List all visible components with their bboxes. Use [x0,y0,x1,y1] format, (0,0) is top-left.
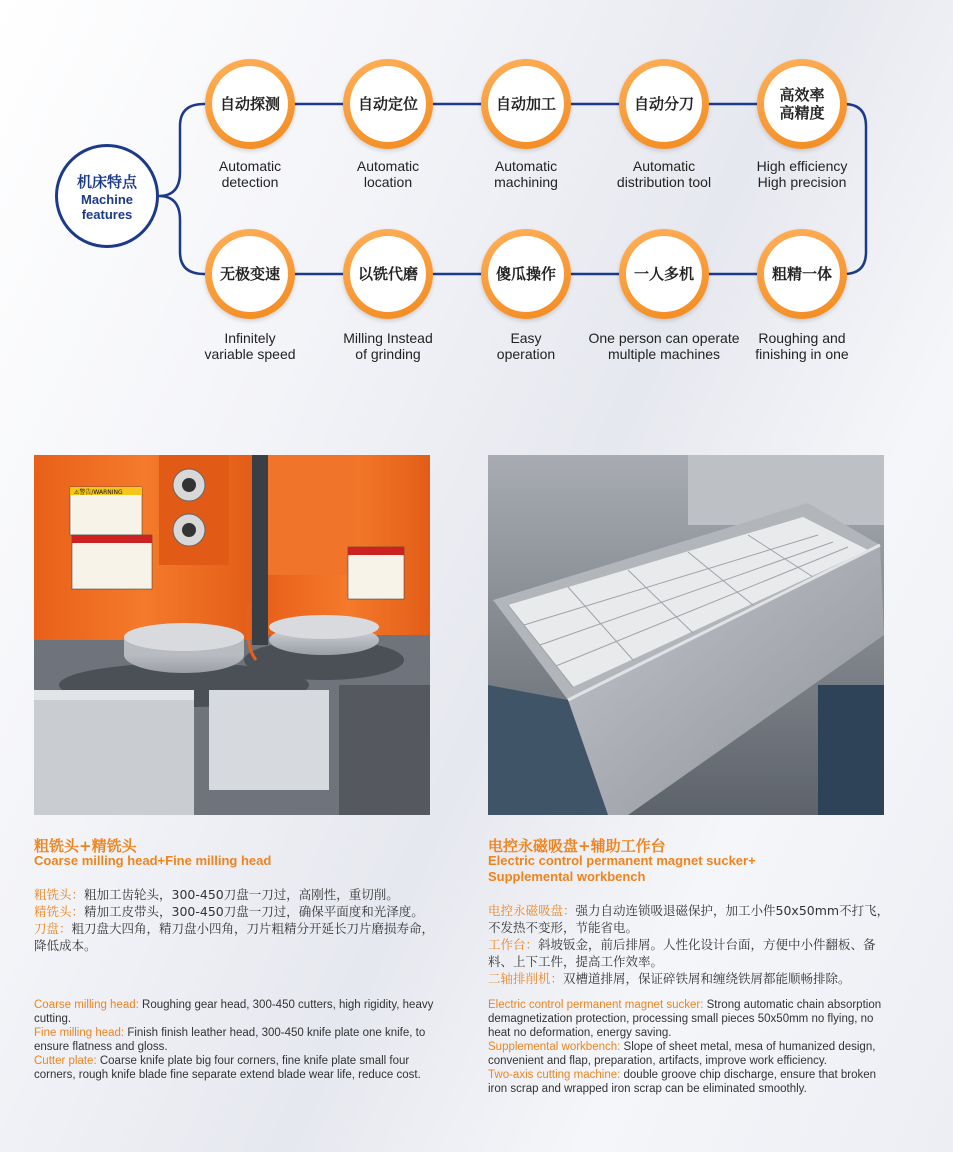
en-item-text: Finish finish leather head, 300-450 knife plate one knife, to ensure flatness and gloss. [34,1027,426,1053]
feature-label-zh: 自动定位 [350,66,426,142]
en-item [34,1026,444,1054]
zh-item-text: 斜坡钣金，前后排屑。人性化设计台面，方便中小件翻板、备料、上下工件，提高工作效率。 [488,937,876,969]
caption-line2: of grinding [355,346,421,362]
milling-heads-photo [34,455,430,815]
magnetic-chuck-illustration [488,455,884,815]
en-item-key: Fine milling head: [34,1027,125,1039]
right-zh-description [488,902,898,987]
feature-label-zh: 粗精一体 [764,236,840,312]
feature-node-variable-speed [205,229,295,319]
feature-label-zh: 无极变速 [212,236,288,312]
en-item [488,1068,898,1096]
zh-item-text: 粗加工齿轮头，300-450刀盘一刀过，高刚性，重切削。 [84,887,399,902]
zh-item-text: 精加工皮带头，300-450刀盘一刀过，确保平面度和光泽度。 [84,904,424,919]
magnetic-chuck-photo [488,455,884,815]
zh-item [488,936,898,970]
en-item [34,1054,444,1082]
feature-label-zh: 一人多机 [626,236,702,312]
zh-item-key: 刀盘： [34,921,72,936]
feature-node-detection [205,59,295,149]
en-item-text: Strong automatic chain absorption demagnetization protection, processing small pieces 50x50mm no flying, no heat no deformation, energy saving. [488,999,882,1039]
en-item-key: Two-axis cutting machine: [488,1069,621,1081]
feature-node-distribution [619,59,709,149]
caption-line2: variable speed [204,346,296,362]
caption-line2: location [363,174,413,190]
hub-title-zh: 机床特点 [76,172,137,191]
left-zh-description [34,886,444,954]
en-item-key: Coarse milling head: [34,999,139,1011]
feature-label-zh: 自动加工 [488,66,564,142]
warning-label-text: ⚠警告/WARNING [74,489,123,496]
feature-caption [717,158,887,190]
caption-line2: distribution tool [616,174,712,190]
feature-node-one-person [619,229,709,319]
zh-item-key: 粗铣头： [34,887,85,902]
zh-item-text: 双槽道排屑，保证碎铁屑和缠绕铁屑都能顺畅排除。 [563,971,851,986]
caption-line2: operation [496,346,556,362]
caption-line1: Milling Instead [343,330,433,346]
en-item-text: Coarse knife plate big four corners, fine knife plate small four corners, rough knife blade fine separate extend blade wear life, reduce cost. [34,1055,421,1081]
feature-label-zh-line1: 高效率 [779,86,825,104]
feature-node-efficiency [757,59,847,149]
caption-line2: High precision [757,174,847,190]
feature-node-easy-operation [481,229,571,319]
left-section-title-en: Coarse milling head+Fine milling head [34,853,272,868]
zh-item-key: 二轴排削机： [488,971,564,986]
caption-line1: Automatic [632,158,696,174]
feature-label-zh: 傻瓜操作 [488,236,564,312]
milling-heads-illustration [34,455,430,815]
caption-line1: High efficiency [756,158,848,174]
feature-label-zh: 以铣代磨 [350,236,426,312]
zh-item [34,903,444,920]
zh-item [34,886,444,903]
feature-node-machining [481,59,571,149]
right-section-title-en-line1: Electric control permanent magnet sucker+ [488,853,756,868]
feature-label-zh: 自动探测 [212,66,288,142]
caption-line1: Automatic [356,158,420,174]
en-item [488,998,898,1040]
feature-node-location [343,59,433,149]
caption-line2: multiple machines [607,346,721,362]
features-hub [55,144,159,248]
en-item-key: Electric control permanent magnet sucker: [488,999,704,1011]
caption-line1: Easy [510,330,542,346]
caption-line1: Automatic [218,158,282,174]
en-item [488,1040,898,1068]
caption-line1: Infinitely [224,330,276,346]
zh-item [488,970,898,987]
caption-line2: detection [221,174,279,190]
caption-line1: Roughing and [758,330,846,346]
right-section-title-en-line2: Supplemental workbench [488,869,646,884]
caption-line1: Automatic [494,158,558,174]
zh-item-key: 精铣头： [34,904,85,919]
zh-item-key: 电控永磁吸盘： [488,903,576,918]
zh-item [34,920,444,954]
caption-line2: machining [494,174,558,190]
zh-item-key: 工作台： [488,937,539,952]
left-section-title-zh: 粗铣头+精铣头 [34,837,137,855]
zh-item [488,902,898,936]
features-diagram [0,0,953,400]
en-item-key: Cutter plate: [34,1055,97,1067]
feature-node-rough-finish [757,229,847,319]
en-item [34,998,444,1026]
feature-label-zh-line2: 高精度 [779,104,825,122]
zh-item-text: 强力自动连锁吸退磁保护，加工小件50x50mm不打飞，不发热不变形，节能省电。 [488,903,890,935]
feature-label-zh: 自动分刀 [626,66,702,142]
left-en-description [34,998,444,1082]
en-item-text: double groove chip discharge, ensure that broken iron scrap and wrapped iron scrap can be eliminated smoothly. [488,1069,877,1095]
en-item-text: Slope of sheet metal, mesa of humanized design, convenient and flap, preparation, artifacts, improve work efficiency. [488,1041,876,1067]
en-item-key: Supplemental workbench: [488,1041,621,1053]
right-en-description [488,998,898,1096]
feature-label-zh [764,66,840,142]
zh-item-text: 粗刀盘大四角，精刀盘小四角，刀片粗精分开延长刀片磨损寿命，降低成本。 [34,921,435,953]
right-section-title-zh: 电控永磁吸盘+辅助工作台 [488,837,666,855]
caption-line2: finishing in one [755,346,849,362]
hub-title-en: Machine features [80,191,133,222]
caption-line1: One person can operate [588,330,740,346]
feature-caption [717,330,887,362]
feature-node-milling [343,229,433,319]
en-item-text: Roughing gear head, 300-450 cutters, high rigidity, heavy cutting. [34,999,434,1025]
